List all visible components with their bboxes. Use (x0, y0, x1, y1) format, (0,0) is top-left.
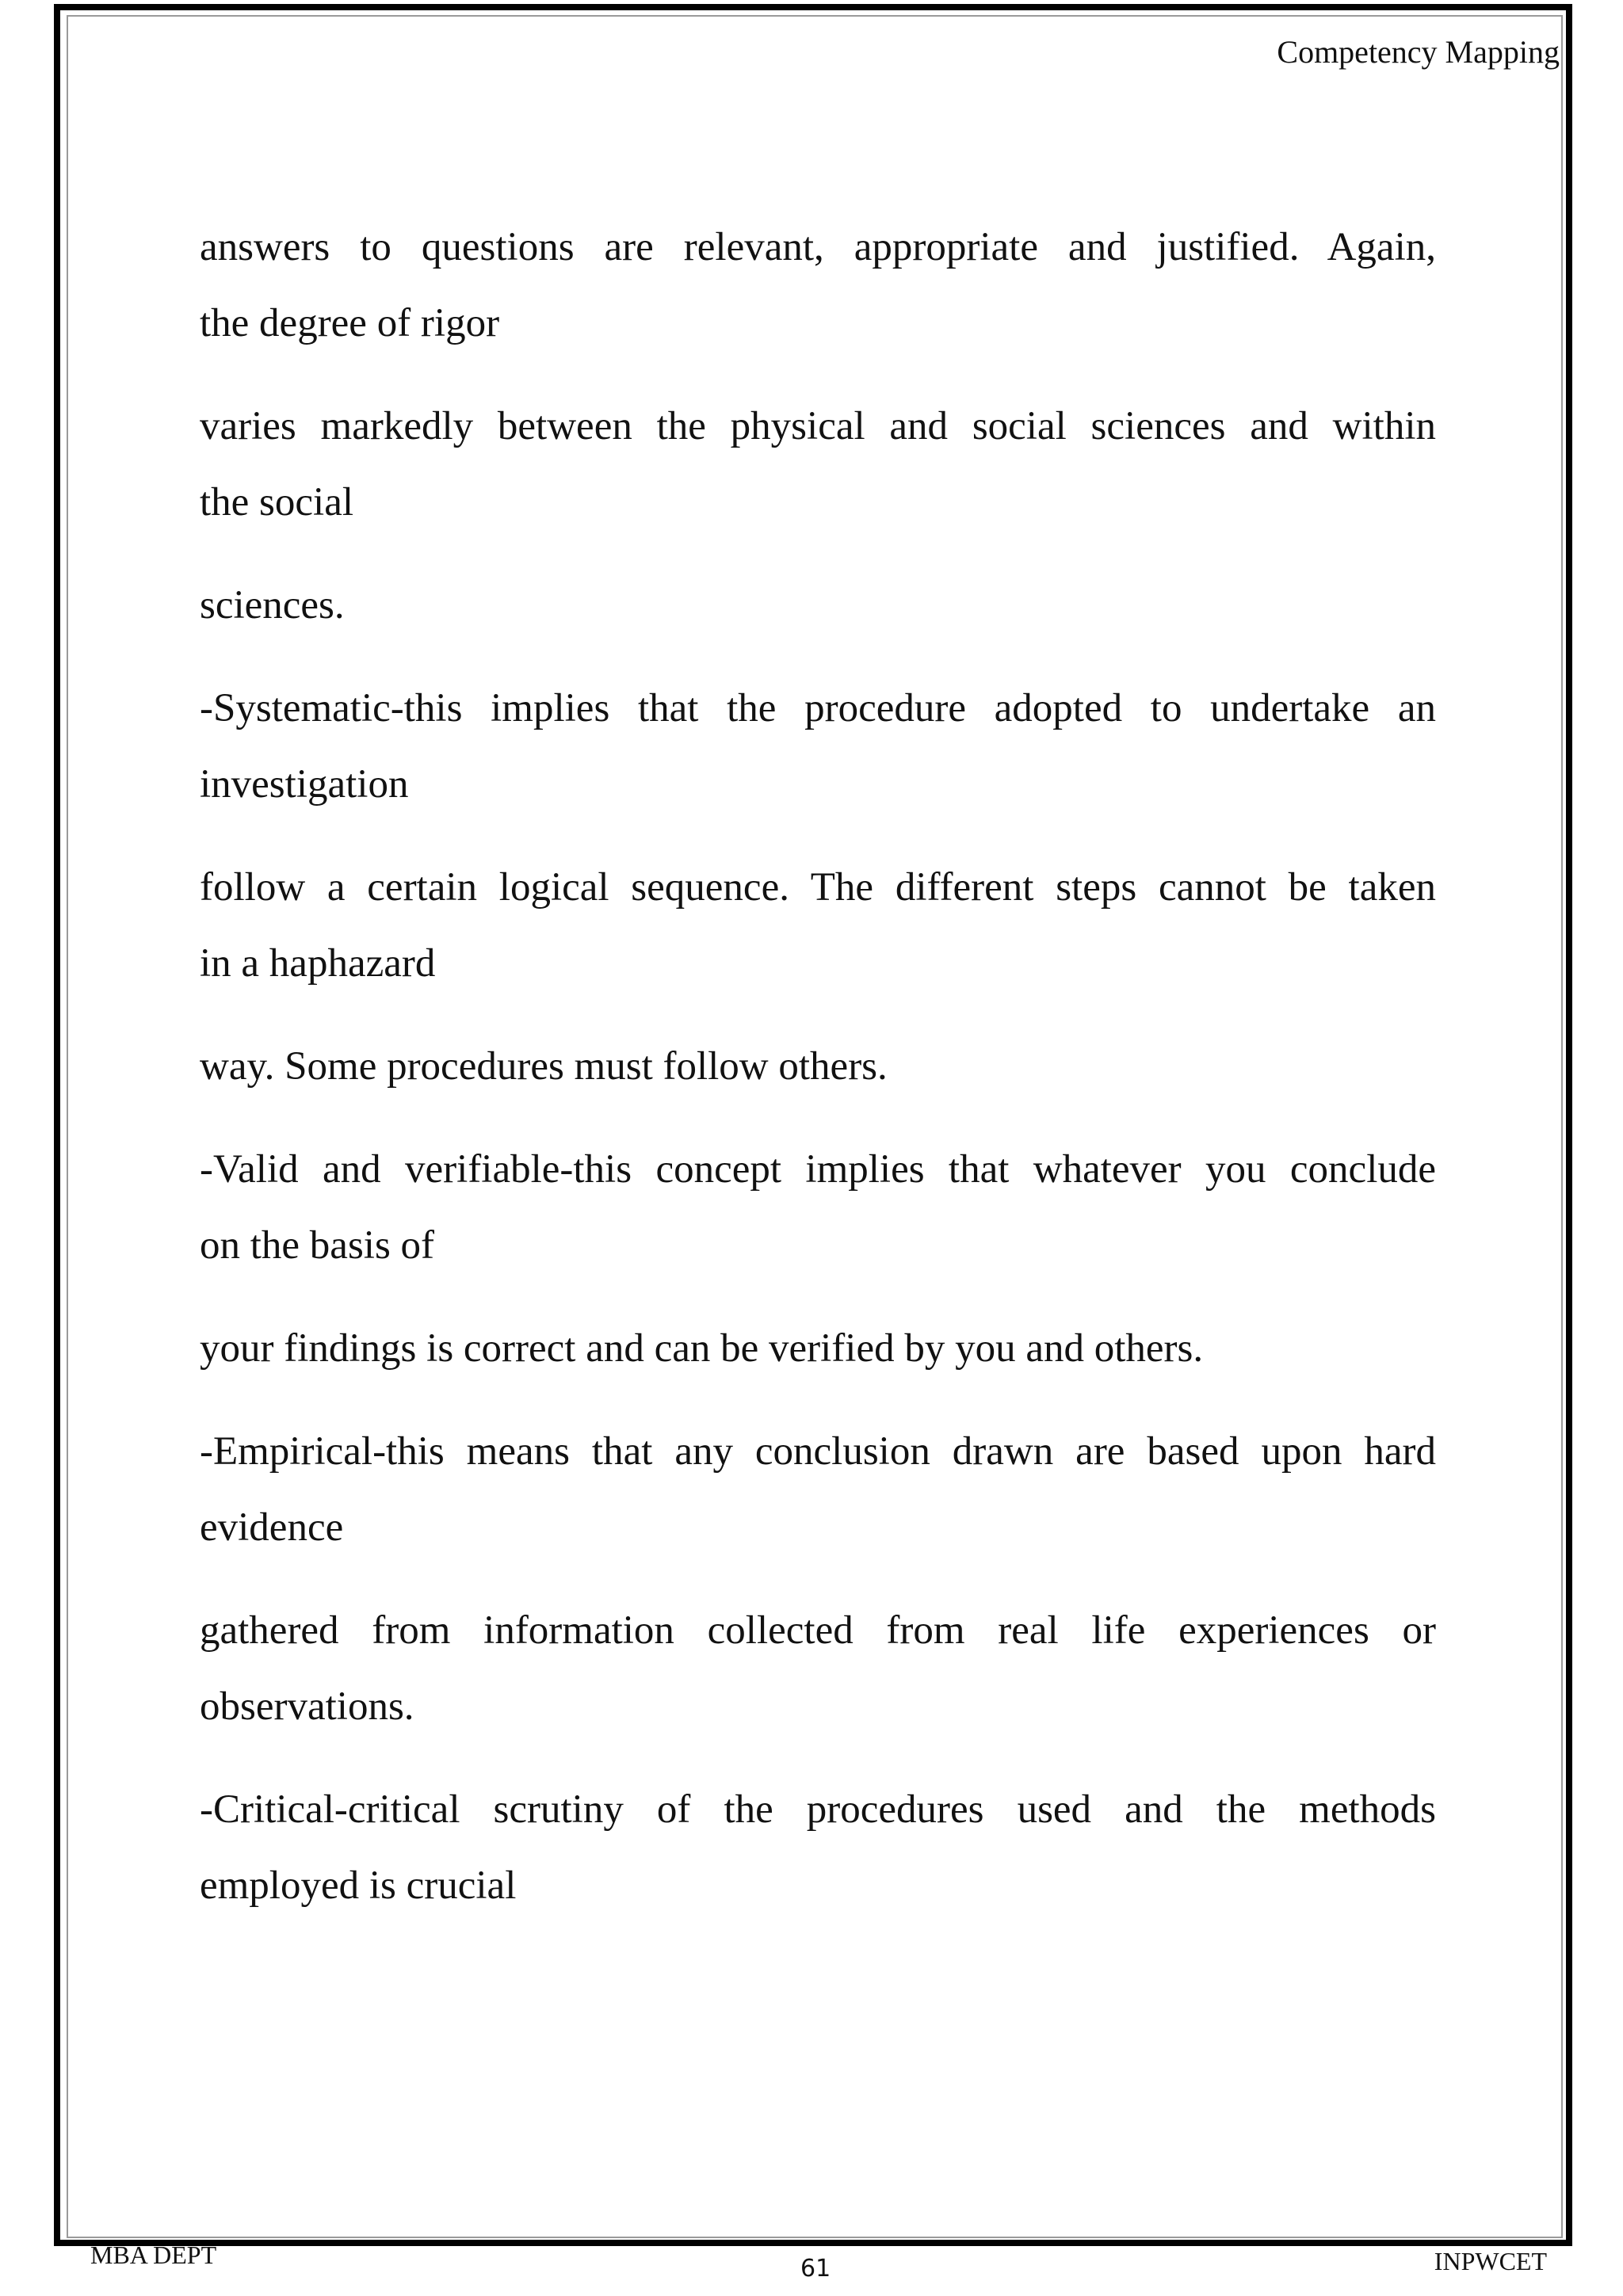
paragraph (200, 1131, 1436, 1283)
text-line: -Empirical-this means that any conclusion drawn are based upon hard (200, 1429, 1436, 1474)
paragraph (200, 388, 1436, 540)
text-line: follow a certain logical sequence. The different steps cannot be taken (200, 865, 1436, 910)
running-header: Competency Mapping (1277, 34, 1560, 70)
text-line: sciences. (200, 583, 345, 627)
text-line: the degree of rigor (200, 301, 500, 345)
body-text (200, 209, 1436, 1951)
paragraph (200, 1592, 1436, 1745)
text-line: your findings is correct and can be verified by you and others. (200, 1326, 1204, 1371)
paragraph (200, 209, 1436, 361)
paragraph (200, 1413, 1436, 1566)
paragraph (200, 849, 1436, 1001)
footer-department: MBA DEPT (90, 2241, 217, 2269)
paragraph (200, 1310, 1436, 1386)
paragraph (200, 1772, 1436, 1924)
paragraph (200, 1028, 1436, 1104)
text-line: -Valid and verifiable-this concept implies that whatever you conclude (200, 1147, 1436, 1192)
paragraph (200, 670, 1436, 822)
text-line: investigation (200, 762, 409, 807)
text-line: in a haphazard (200, 941, 436, 986)
text-line: the social (200, 480, 354, 524)
text-line: evidence (200, 1505, 344, 1550)
text-line: answers to questions are relevant, appropriate and justified. Again, (200, 225, 1436, 269)
text-line: employed is crucial (200, 1863, 517, 1908)
footer-institution: INPWCET (1434, 2247, 1547, 2275)
footer-page-number: 61 (800, 2255, 831, 2283)
text-line: -Systematic-this implies that the procedure adopted to undertake an (200, 686, 1436, 730)
text-line: gathered from information collected from real life experiences or (200, 1608, 1436, 1653)
text-line: observations. (200, 1684, 414, 1729)
text-line: way. Some procedures must follow others. (200, 1044, 888, 1089)
text-line: on the basis of (200, 1223, 435, 1268)
paragraph (200, 567, 1436, 643)
text-line: -Critical-critical scrutiny of the procedures used and the methods (200, 1787, 1436, 1832)
text-line: varies markedly between the physical and social sciences and within (200, 404, 1436, 448)
